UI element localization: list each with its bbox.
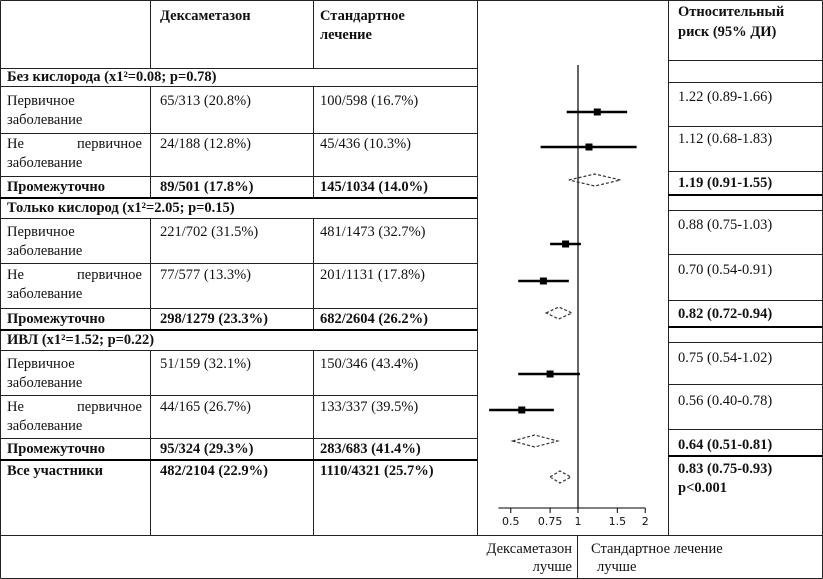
group-title: Без кислорода (x1²=0.08; p=0.78): [7, 69, 217, 85]
footer-std-better-line2: лучше: [597, 559, 637, 575]
row-label: Не первичное: [7, 267, 142, 283]
std-value: 133/337 (39.5%): [320, 399, 419, 415]
dex-value: 44/165 (26.7%): [160, 399, 252, 415]
subtotal-label: Промежуточно: [7, 311, 105, 327]
dex-value: 24/188 (12.8%): [160, 136, 252, 152]
x-tick-label: 1.5: [608, 515, 627, 528]
rr-value: 0.75 (0.54-1.02): [678, 350, 773, 366]
point-estimate: [585, 144, 592, 151]
row-label: Первичное: [7, 93, 75, 109]
std-value: 100/598 (16.7%): [320, 93, 419, 109]
rr-value: 0.70 (0.54-0.91): [678, 262, 773, 278]
group-title: ИВЛ (x1²=1.52; p=0.22): [7, 332, 155, 348]
header-standard-line2: лечение: [320, 27, 372, 43]
point-estimate: [540, 278, 547, 285]
rr-value: 0.82 (0.72-0.94): [678, 306, 773, 322]
subtotal-label: Промежуточно: [7, 179, 105, 195]
rr-value: 1.22 (0.89-1.66): [678, 89, 773, 105]
rr-value: 1.12 (0.68-1.83): [678, 131, 773, 147]
rr-value: 0.88 (0.75-1.03): [678, 217, 773, 233]
rr-value: 0.56 (0.40-0.78): [678, 393, 773, 409]
row-label: Не первичное: [7, 136, 142, 152]
header-standard-line1: Стандартное: [320, 8, 405, 24]
total-label: Все участники: [7, 463, 103, 479]
footer-std-better-line1: Стандартное лечение: [591, 541, 723, 557]
std-value: 201/1131 (17.8%): [320, 267, 425, 283]
header-rr-line2: риск (95% ДИ): [678, 24, 777, 40]
dex-value: 95/324 (29.3%): [160, 441, 254, 457]
dex-value: 298/1279 (23.3%): [160, 311, 268, 327]
summary-diamond: [569, 174, 621, 186]
dex-value: 89/501 (17.8%): [160, 179, 254, 195]
rr-value: 0.83 (0.75-0.93): [678, 461, 773, 477]
dex-value: 65/313 (20.8%): [160, 93, 252, 109]
row-label: заболевание: [7, 112, 83, 128]
point-estimate: [562, 241, 569, 248]
rr-value: 1.19 (0.91-1.55): [678, 175, 773, 191]
std-value: 145/1034 (14.0%): [320, 179, 428, 195]
dex-value: 77/577 (13.3%): [160, 267, 252, 283]
x-tick-label: 2: [641, 515, 649, 528]
point-estimate: [594, 109, 601, 116]
summary-diamond: [550, 471, 571, 483]
dex-value: 51/159 (32.1%): [160, 356, 252, 372]
std-value: 1110/4321 (25.7%): [320, 463, 434, 479]
std-value: 481/1473 (32.7%): [320, 224, 426, 240]
dex-value: 221/702 (31.5%): [160, 224, 259, 240]
point-estimate: [518, 407, 525, 414]
dex-value: 482/2104 (22.9%): [160, 463, 268, 479]
std-value: 45/436 (10.3%): [320, 136, 412, 152]
header-dexamethasone: Дексаметазон: [160, 8, 251, 24]
footer-dex-better-line1: Дексаметазон: [486, 541, 572, 557]
summary-diamond: [546, 307, 572, 319]
p-value: p<0.001: [678, 480, 727, 496]
std-value: 682/2604 (26.2%): [320, 311, 428, 327]
row-label: Первичное: [7, 224, 75, 240]
subtotal-label: Промежуточно: [7, 441, 105, 457]
x-tick-label: 0.75: [537, 515, 563, 528]
row-label: заболевание: [7, 243, 83, 259]
row-label: Не первичное: [7, 399, 142, 415]
x-tick-label: 1: [574, 515, 582, 528]
row-label: заболевание: [7, 155, 83, 171]
group-title: Только кислород (x1²=2.05; p=0.15): [7, 200, 235, 216]
row-label: заболевание: [7, 375, 83, 391]
std-value: 283/683 (41.4%): [320, 441, 421, 457]
row-label: заболевание: [7, 418, 83, 434]
footer-dex-better-line2: лучше: [532, 559, 572, 575]
x-tick-label: 0.5: [502, 515, 520, 528]
header-rr-line1: Относительный: [678, 4, 785, 20]
row-label: Первичное: [7, 356, 75, 372]
point-estimate: [547, 371, 554, 378]
row-label: заболевание: [7, 286, 83, 302]
summary-diamond: [513, 435, 558, 447]
rr-value: 0.64 (0.51-0.81): [678, 437, 773, 453]
std-value: 150/346 (43.4%): [320, 356, 419, 372]
